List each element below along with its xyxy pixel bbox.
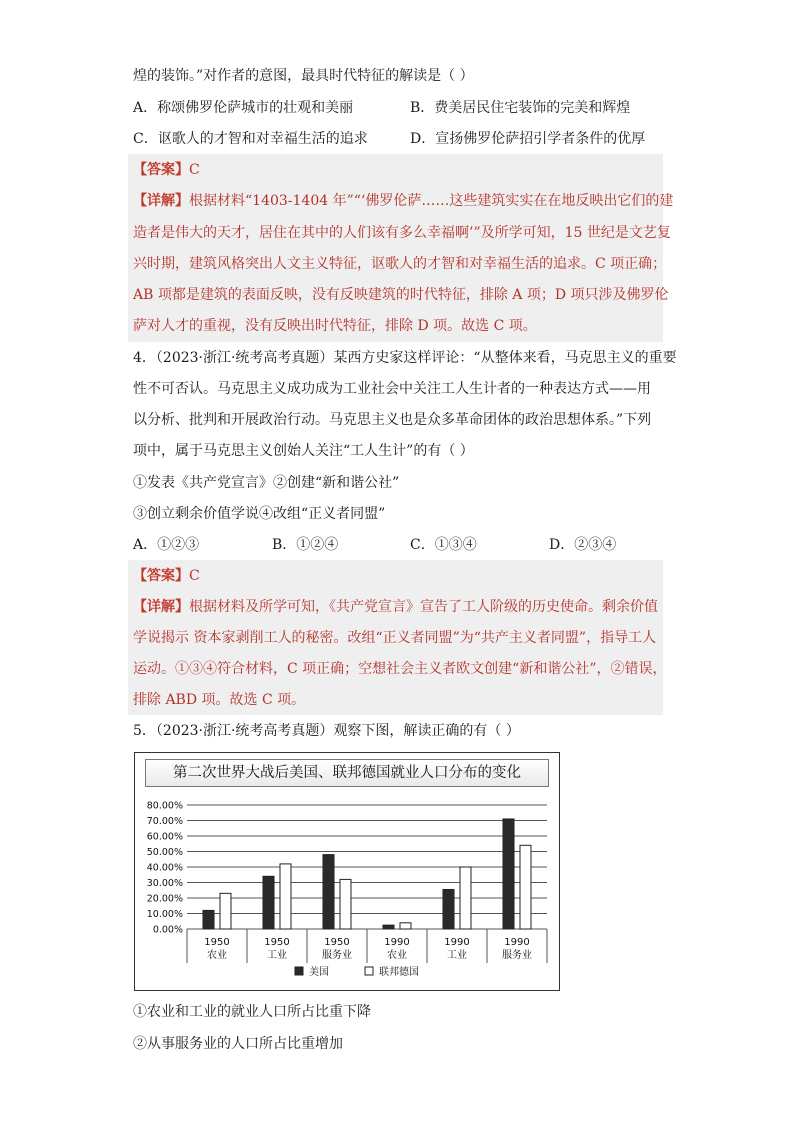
bar-usa bbox=[383, 925, 394, 929]
bar-west-germany bbox=[460, 867, 471, 929]
x-tick-sector: 农业 bbox=[387, 950, 407, 961]
q4-stem-line: 性不可否认。马克思主义成功成为工业社会中关注工人生计者的一种表达方式——用 bbox=[133, 381, 651, 397]
answer-value: C bbox=[189, 162, 200, 178]
bar-west-germany bbox=[340, 879, 351, 929]
q3-option-b: B．费美居民住宅装饰的完美和辉煌 bbox=[410, 100, 631, 116]
x-tick-year: 1990 bbox=[384, 937, 410, 948]
q3-answer-block bbox=[128, 154, 663, 342]
q4-detail-line: 排除 ABD 项。故选 C 项。 bbox=[133, 692, 306, 708]
q4-answer bbox=[133, 566, 200, 586]
bar-chart bbox=[134, 752, 560, 991]
x-tick-year: 1950 bbox=[324, 937, 350, 948]
q4-detail-line bbox=[133, 597, 658, 617]
x-tick-year: 1990 bbox=[444, 937, 470, 948]
q3-detail-line bbox=[133, 191, 673, 211]
bar-usa bbox=[503, 819, 514, 929]
y-tick-label: 30.00% bbox=[146, 878, 183, 889]
y-tick-label: 60.00% bbox=[146, 831, 183, 843]
y-tick-label: 10.00% bbox=[146, 909, 183, 920]
x-tick-sector: 工业 bbox=[267, 950, 287, 961]
q4-option-d: D．②③④ bbox=[549, 537, 617, 553]
bar-usa bbox=[203, 910, 214, 929]
answer-value: C bbox=[189, 568, 200, 584]
q3-detail-line: AB 项都是建筑的表面反映，没有反映建筑的时代特征，排除 A 项；D 项只涉及佛罗伦 bbox=[133, 287, 669, 303]
q4-option-b: B．①②④ bbox=[272, 537, 339, 553]
bar-west-germany bbox=[280, 864, 291, 929]
q4-stem-line: 4．（2023·浙江·统考高考真题）某西方史家这样评论：“从整体来看，马克思主义的重要 bbox=[133, 350, 677, 366]
x-tick-year: 1950 bbox=[264, 937, 290, 948]
q4-items-line: ①发表《共产党宣言》②创建“新和谐公社” bbox=[133, 475, 400, 491]
q4-option-c: C．①③④ bbox=[410, 537, 477, 553]
legend-label: 美国 bbox=[309, 967, 329, 978]
bar-usa bbox=[263, 876, 274, 929]
legend-swatch bbox=[295, 967, 303, 975]
q4-detail-line: 运动。①③④符合材料，C 项正确；空想社会主义者欧文创建“新和谐公社”，②错误， bbox=[133, 661, 667, 677]
answer-tag: 【答案】 bbox=[133, 568, 189, 584]
q3-detail-line: 萨对人才的重视，没有反映出时代特征，排除 D 项。故选 C 项。 bbox=[133, 318, 537, 334]
y-tick-label: 70.00% bbox=[146, 816, 183, 827]
y-tick-label: 40.00% bbox=[146, 862, 183, 874]
x-tick-sector: 农业 bbox=[207, 950, 227, 961]
q3-stem-tail: 煌的装饰。”对作者的意图，最具时代特征的解读是（ ） bbox=[133, 68, 474, 84]
q5-statement: ①农业和工业的就业人口所占比重下降 bbox=[133, 1004, 371, 1020]
answer-tag: 【答案】 bbox=[133, 162, 189, 178]
q4-stem-line: 以分析、批判和开展政治行动。马克思主义也是众多革命团体的政治思想体系。”下列 bbox=[133, 412, 652, 428]
detail-tag: 【详解】 bbox=[133, 193, 189, 209]
bar-west-germany bbox=[520, 845, 531, 929]
q3-option-a: A．称颂佛罗伦萨城市的壮观和美丽 bbox=[133, 100, 354, 116]
q5-stem: 5．（2023·浙江·统考高考真题）观察下图，解读正确的有（ ） bbox=[133, 723, 520, 739]
y-tick-label: 50.00% bbox=[146, 847, 183, 858]
x-tick-sector: 服务业 bbox=[502, 950, 532, 961]
bar-west-germany bbox=[400, 923, 411, 929]
x-tick-sector: 工业 bbox=[447, 950, 467, 961]
legend-label: 联邦德国 bbox=[379, 967, 419, 978]
detail-tag: 【详解】 bbox=[133, 599, 189, 615]
bar-usa bbox=[323, 855, 334, 929]
y-tick-label: 20.00% bbox=[146, 893, 183, 905]
x-tick-year: 1990 bbox=[504, 937, 530, 948]
q3-option-c: C．讴歌人的才智和对幸福生活的追求 bbox=[133, 131, 368, 147]
detail-text: 根据材料“1403-1404 年”“‘佛罗伦萨……这些建筑实实在在地反映出它们的建 bbox=[189, 193, 674, 209]
q3-detail-line: 造者是伟大的天才，居住在其中的人们该有多么幸福啊’”及所学可知，15 世纪是文艺复 bbox=[133, 225, 671, 241]
q3-answer bbox=[133, 160, 200, 180]
bar-west-germany bbox=[220, 893, 231, 929]
q3-detail-line: 兴时期，建筑风格突出人文主义特征，讴歌人的才智和对幸福生活的追求。C 项正确； bbox=[133, 256, 667, 272]
q4-stem-line: 项中，属于马克思主义创始人关注“工人生计”的有（ ） bbox=[133, 443, 474, 459]
x-tick-year: 1950 bbox=[204, 937, 230, 948]
x-tick-sector: 服务业 bbox=[322, 950, 352, 961]
q4-detail-line: 学说揭示 资本家剥削工人的秘密。改组“正义者同盟”为“共产主义者同盟”，指导工人 bbox=[133, 630, 657, 646]
detail-text: 根据材料及所学可知，《共产党宣言》宣告了工人阶级的历史使命。剩余价值 bbox=[189, 599, 658, 615]
legend-swatch bbox=[365, 967, 373, 975]
q3-option-d: D．宣扬佛罗伦萨招引学者条件的优厚 bbox=[410, 131, 646, 147]
y-tick-label: 0.00% bbox=[152, 924, 183, 936]
chart-title: 第二次世界大战后美国、联邦德国就业人口分布的变化 bbox=[145, 759, 549, 787]
chart-svg bbox=[135, 753, 559, 990]
bar-usa bbox=[443, 889, 454, 929]
q4-option-a: A．①②③ bbox=[133, 537, 200, 553]
y-tick-label: 80.00% bbox=[146, 800, 183, 812]
q4-items-line: ③创立剩余价值学说④改组“正义者同盟” bbox=[133, 506, 386, 522]
q5-statement: ②从事服务业的人口所占比重增加 bbox=[133, 1036, 343, 1052]
